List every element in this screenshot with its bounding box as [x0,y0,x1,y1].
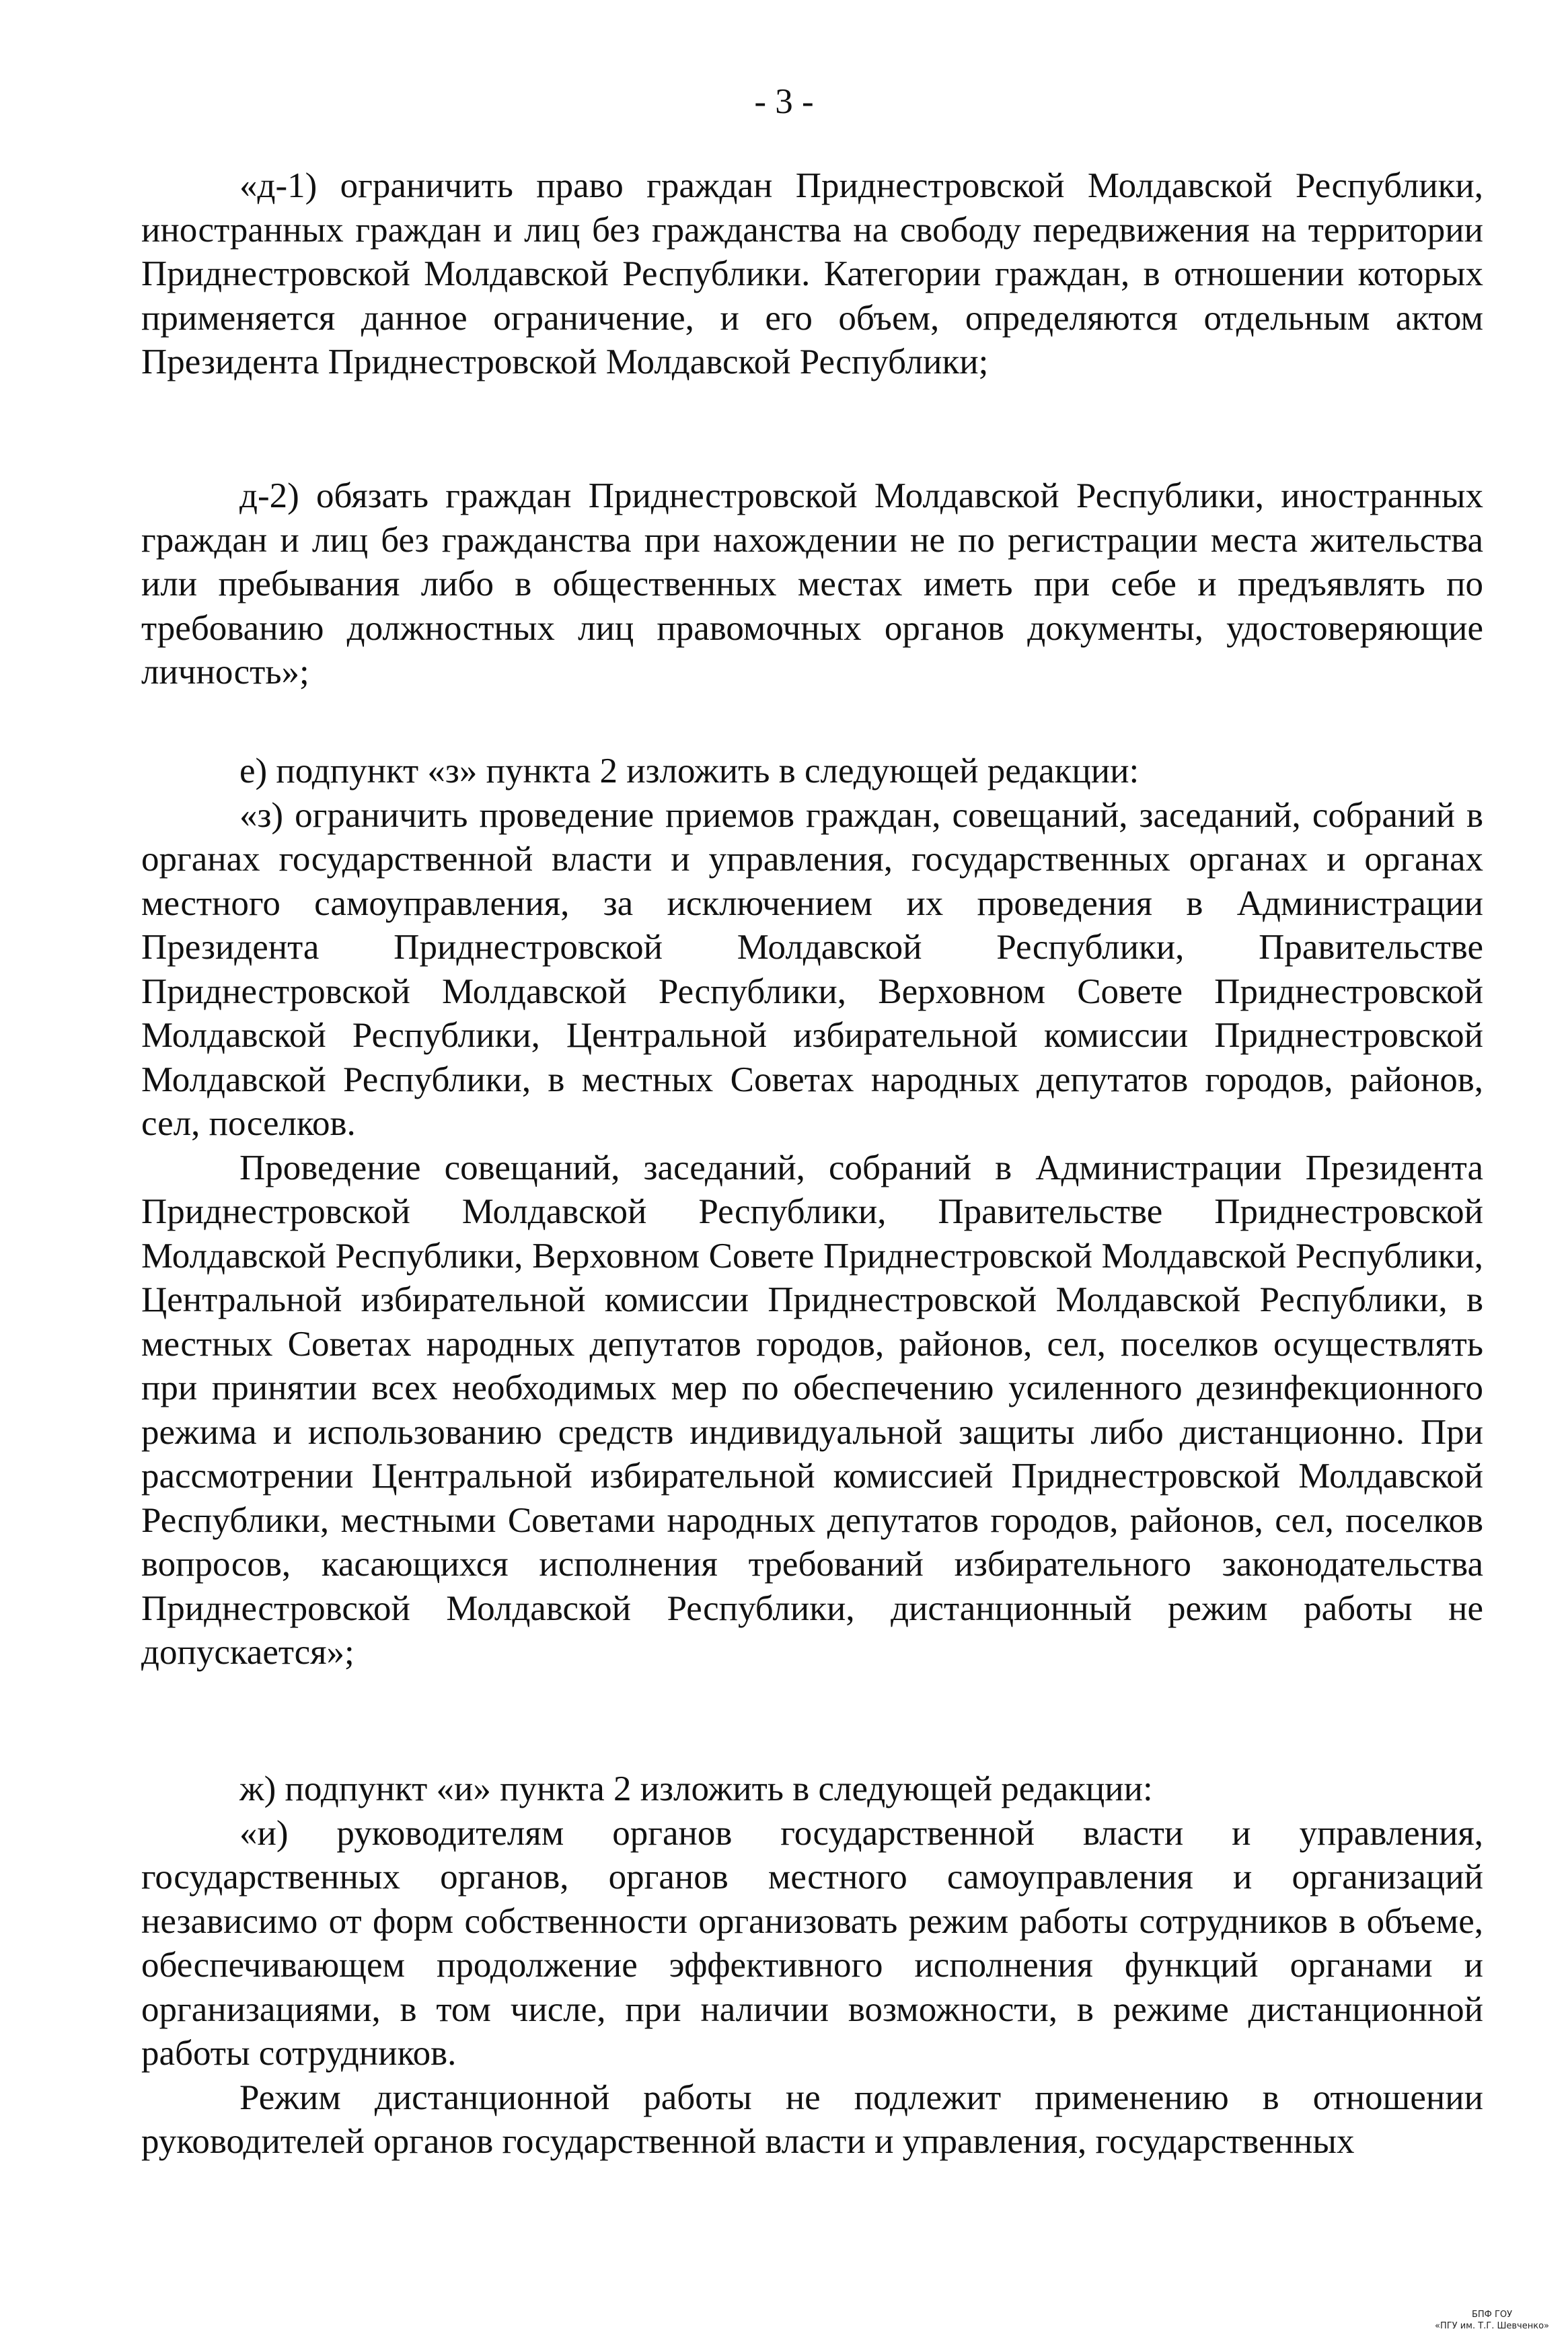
library-stamp [1435,2309,1549,2332]
stamp-line-1: БПФ ГОУ [1471,2310,1513,2320]
paragraph-e-intro: е) подпункт «з» пункта 2 изложить в следующей редакции: [239,751,1140,791]
stamp-line-2: «ПГУ им. Т.Г. Шевченко» [1435,2321,1549,2331]
section-d2 [141,474,1483,695]
section-d1 [141,164,1483,385]
paragraph-zh-intro: ж) подпункт «и» пункта 2 изложить в следующей редакции: [239,1769,1153,1808]
page-number: - 3 - [754,82,814,121]
paragraph-z2: Проведение совещаний, заседаний, собраний в Администрации Президента Приднестровской Молдавской Республики, Правительстве Приднестровской Молдавской Республики, Верховном Совете Приднестровской Молдавской Республики, Центральной избирательной комиссии Приднестровской Молдавской Республики, в местных Советах народных депутатов городов, районов, сел, поселков осуществлять при принятии всех необходимых мер по обеспечению усиленного дезинфекционного режима и использованию средств индивидуальной защиты либо дистанционно. При рассмотрении Центральной избирательной комиссией Приднестровской Молдавской Республики, местными Советами народных депутатов городов, районов, сел, поселков вопросов, касающихся исполнения требований избирательного законодательства Приднестровской Молдавской Республики, дистанционный режим работы не допускается»; [141,1148,1483,1672]
paragraph-z1: «з) ограничить проведение приемов граждан, совещаний, заседаний, собраний в органах государственной власти и управления, государственных органах и органах местного самоуправления, за исключением их проведения в Администрации Президента Приднестровской Молдавской Республики, Правительстве Приднестровской Молдавской Республики, Верховном Совете Приднестровской Молдавской Республики, Центральной избирательной комиссии Приднестровской Молдавской Республики, в местных Советах народных депутатов городов, районов, сел, поселков. [141,795,1483,1143]
paragraph-i1: «и) руководителям органов государственной власти и управления, государственных органов, органов местного самоуправления и организаций независимо от форм собственности организовать режим работы сотрудников в объеме, обеспечивающем продолжение эффективного исполнения функций органами и организациями, в том числе, при наличии возможности, в режиме дистанционной работы сотрудников. [141,1813,1483,2073]
paragraph-i2: Режим дистанционной работы не подлежит применению в отношении руководителей органов государственной власти и управления, государственных [141,2078,1483,2161]
paragraph-d2: д-2) обязать граждан Приднестровской Молдавской Республики, иностранных граждан и лиц без гражданства при нахождении не по регистрации места жительства или пребывания либо в общественных местах иметь при себе и предъявлять по требованию должностных лиц правомочных органов документы, удостоверяющие личность»; [141,476,1483,692]
paragraph-d1: «д-1) ограничить право граждан Приднестровской Молдавской Республики, иностранных граждан и лиц без гражданства на свободу передвижения на территории Приднестровской Молдавской Республики. Категории граждан, в отношении которых применяется данное ограничение, и его объем, определяются отдельным актом Президента Приднестровской Молдавской Республики; [141,166,1483,381]
section-zh [141,1767,1483,2164]
section-e [141,749,1483,1675]
